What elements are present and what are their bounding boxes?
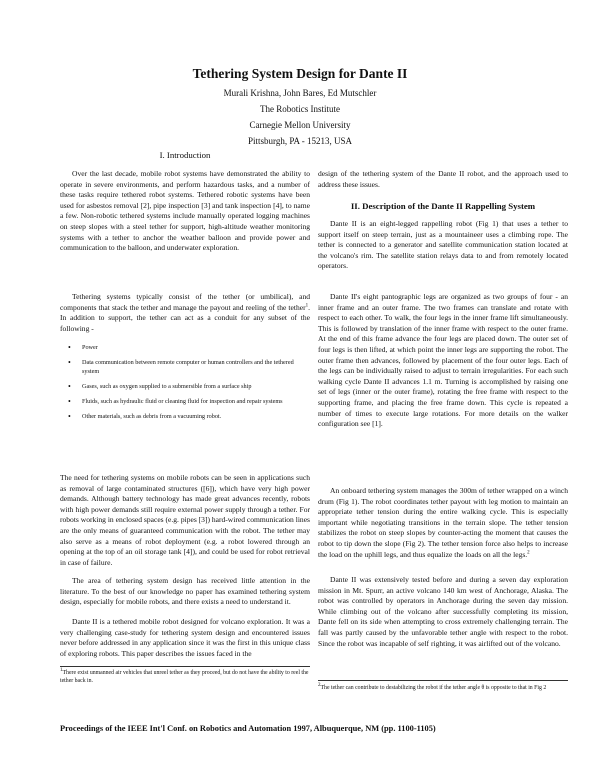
institute: The Robotics Institute	[260, 104, 340, 114]
intro-paragraph-1: Over the last decade, mobile robot systems have demonstrated the ability to operate in severe environments, and perform hazardous tasks, and a number of these tasks require tethered robot systems. Tethered robotic systems have been used for asbestos removal [2], pipe inspection [3] and tank inspection [4], to name a few. Non-robotic tethered systems include manually operated logging machines on steep slopes with a steel tether for support, high-altitude weather monitoring systems with a tether to anchor the weather balloon and provide power and communication to the balloon, and underwater exploration.	[60, 169, 310, 253]
footnote-2: $^2$The tether can contribute to destabilizing the robot if the tether angle θ is opposite to that in Fig 2	[318, 683, 547, 691]
rappelling-paragraph-4: Dante II was extensively tested before and during a seven day exploration mission in Mt. Spurr, an active volcano 140 km west of Anchorage, Alaska. The robot was controlled by operators in Anchorage during the seven day mission. While climbing out of the volcano after successfully completing its mission, Dante fell on its side when attempting to cross extremely challenging terrain. The fall was partly caused by the unfavorable tether angle with respect to the robot. Since the robot was incapable of self righting, it was airlifted out of the volcano.	[318, 575, 568, 648]
footnote-ref-1: 1	[305, 303, 309, 309]
footnote-ref-2: 2	[527, 550, 530, 556]
intro-paragraph-5: Dante II is a tethered mobile robot designed for volcano exploration. It was a very challenging case-study for tethering system design and encountered issues never before addressed in any application since it was the first in this unique class of exploring robots. This paper describes the issues faced in the	[60, 617, 310, 658]
university: Carnegie Mellon University	[249, 120, 351, 130]
section-heading-introduction: I. Introduction	[159, 150, 211, 160]
proceedings-footer: Proceedings of the IEEE Int'l Conf. on Robotics and Automation 1997, Albuquerque, NM (pp. 1100-1105)	[60, 724, 436, 733]
section-heading-rappelling-system: II. Description of the Dante II Rappelling System	[350, 201, 536, 211]
bullet-item: • Other materials, such as debris from a vacuuming robot.	[60, 412, 310, 421]
intro-paragraph-3: The need for tethering systems on mobile robots can be seen in applications such as removal of large contaminated structures ([6]), which have very high power demands. Although battery technology has made great advances recently, robots with high power demands still require external power supply through a tether. For robots working in enclosed spaces (e.g. pipes [3]) hard-wired communication lines are the only means of guaranteed communication with the robot. The tether may also serve as a means of robot deployment (e.g. a robot lowered through an opening at the top of an oil storage tank [4]), and could be used for robot retrieval in case of failure.	[60, 473, 310, 567]
paper-title: Tethering System Design for Dante II	[192, 66, 408, 81]
bullet-item: • Gases, such as oxygen supplied to a submersible from a surface ship	[60, 382, 310, 391]
footnote-1: $^1$There exist unmanned air vehicles that unreel tether as they proceed, but do not have the ability to reel the tether back in.	[60, 668, 309, 684]
footnote-rule	[318, 680, 568, 681]
conduit-bullet-list	[60, 343, 310, 427]
bullet-item: • Fluids, such as hydraulic fluid or cleaning fluid for inspection and repair systems	[60, 397, 310, 406]
intro-paragraph-2: Tethering systems typically consist of the tether (or umbilical), and components that stack the tether and manage the payout and reeling of the tether$^1$. In addition to support, the tether can act as a conduit for any subset of the following -	[60, 292, 310, 333]
intro-paragraph-continued: design of the tethering system of the Dante II robot, and the approach used to address these issues.	[318, 169, 568, 189]
intro-paragraph-4: The area of tethering system design has received little attention in the literature. To the best of our knowledge no paper has examined tethering system design, especially for mobile robots, and there exists a need to understand it.	[60, 576, 310, 607]
location: Pittsburgh, PA - 15213, USA	[247, 136, 353, 146]
footnote-rule	[60, 666, 310, 667]
rappelling-paragraph-2: Dante II's eight pantographic legs are organized as two groups of four - an inner frame and an outer frame. The two frames can translate and rotate with respect to each other. To walk, the four legs in the inner frame lift simultaneously. This is followed by translation of the inner frame with respect to the outer frame. At the end of this frame advance the four legs are placed down. The outer set of four legs is then lifted, at which point the inner legs are supporting the robot. The outer frame then advances, followed by placement of the four outer legs. Each of the legs can be individually raised to adjust to terrain irregularities. For each such walking cycle Dante II advances 1.1 m. Turning is accomplished by raising one set of legs (inner or the outer frame), rotating the free frame with respect to the supporting frame, and placing the free frame down. This cycle is repeated a number of times to execute large rotations. For more details on the walker configuration see [1].	[318, 292, 568, 429]
authors: Murali Krishna, John Bares, Ed Mutschler	[223, 88, 377, 98]
rappelling-paragraph-3: An onboard tethering system manages the 300m of tether wrapped on a winch drum (Fig 1). The robot coordinates tether payout with leg motion to maintain an appropriate tether tension during the entire walking cycle. This is especially important while negotiating transitions in the terrain slope. The tether tension stabilizes the robot on steep slopes by counter-acting the moment that causes the robot to tip down the slope (Fig 2). The tether tension force also helps to increase the load on the uphill legs, and thus equalize the loads on all the legs.$^2$	[318, 486, 568, 559]
rappelling-paragraph-1: Dante II is an eight-legged rappelling robot (Fig 1) that uses a tether to support itself on steep terrain, just as a mountaineer uses a climbing rope. The tether is connected to a generator and satellite communication station located at the volcano's rim. The satellite station relays data to and from remotely located operators.	[318, 219, 568, 271]
bullet-item: • Power	[60, 343, 310, 352]
bullet-item: • Data communication between remote computer or human controllers and the tethered system	[60, 358, 310, 376]
